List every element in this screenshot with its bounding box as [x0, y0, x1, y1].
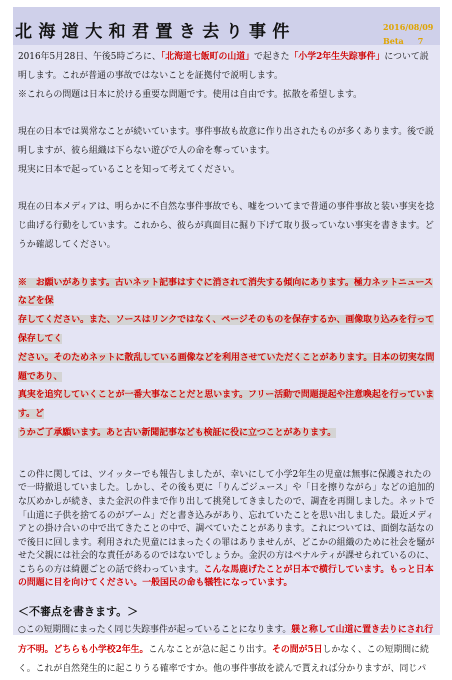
spacer	[18, 591, 436, 603]
suspicion-text: ○この短期間にまったく同じ失踪事件が起っていることになります。	[18, 625, 292, 636]
intro-text: について説明します。これが普通の事故ではないことを証拠付で説明します。	[18, 52, 429, 81]
document-title: 北海道大和君置き去り事件	[15, 22, 296, 42]
report-text: この件に関しては、ツイッターでも報告しましたが、幸いにして小学2年生の児童は無事に保護されたので一時撤退していました。しかし、その後も更に「りんごジュース」や「日を擦りながら」などの追加的な仄めかしが続き、また金沢の件まで作り出して挑発してきましたので、調査を再開しました。ネットで「山道に子供を捨てるのがブーム」だと書き込みがあり、忘れていたことを思い出しました。最近メディアとの掛け合いの中で出てきたことの中で、調べていたことがあります。これについては、面倒な話なので後日に回します。利用された児童にはまったくの罪はありませんが、どこかの組織のために社会を騒がせた父親には社会的な責任があるのではないでしょうか。金沢の方はペナルティが課せられているのに、こちらの方は綺麗ごとの話で終わっています。	[18, 469, 435, 575]
suspicion-emphasis-2: その間が5日	[271, 644, 323, 655]
intro-text: で起きた	[253, 52, 290, 62]
incident-case: 「小学2年生失踪事件」	[289, 52, 385, 62]
suspicion-text: しかなく、この短期間に続く。これが自然発生的に起こりうる確率ですか。他の事件事故を読んで貰えれば分かりますが、同じパ	[18, 644, 429, 675]
beta-label: Beta	[383, 36, 404, 46]
notice-line: 真実を追究していくことが一番大事なことだと思います。フリー活動で問題提起や注意喚起を行っています。ど	[18, 390, 435, 420]
report-emphasis: こんな馬鹿げたことが日本で横行しています。もっと日本の問題に目を向けてください。一般国民の命も犠牲になっています。	[18, 564, 434, 589]
notice-line: 存してください。また、ソースはリンクではなく、ページそのものを保存するか、画像取り込みを行って保存してく	[18, 315, 435, 344]
spacer	[18, 180, 436, 199]
document-date: 2016/08/09	[383, 22, 434, 32]
notice-line: うかご了承願います。あと古い新聞記事なども検証に役に立つことがあります。	[18, 427, 337, 438]
spacer	[18, 104, 436, 123]
notice-line: ださい。そのためネットに散乱している画像などを利用させていただくことがあります。日本の切実な問題であり、	[18, 352, 435, 382]
intro-paragraph-4: 現実に日本で起っていることを知って考えてください。	[18, 164, 240, 175]
intro-paragraph-5: 現在の日本メディアは、明らかに不自然な事件事故でも、嘘をついてまで普通の事件事故と装い事実を捻じ曲げる行動をしています。これから、彼らが真面目に掘り下げて取り扱っていない事実を書きます。どうか確認してください。	[18, 202, 435, 250]
spacer	[18, 443, 436, 469]
suspicion-paragraph	[18, 621, 436, 680]
spacer	[18, 255, 436, 274]
header-bar	[13, 7, 440, 45]
intro-paragraph-3: 現在の日本では異常なことが続いています。事件事故も故意に作り出されたものが多くあります。後で説明しますが、彼ら組織は下らない遊びで人の命を奪っています。	[18, 127, 434, 156]
intro-paragraph-2: ※これらの問題は日本に於ける重要な問題です。使用は自由です。拡散を希望します。	[18, 89, 362, 100]
document-page	[13, 7, 440, 675]
suspicion-text: こんなことが急に起こり出す。	[148, 644, 272, 655]
beta-version	[383, 36, 423, 46]
incident-place: 「北海道七飯町の山道」	[160, 52, 254, 62]
notice-line: ※ お願いがあります。古いネット記事はすぐに消されて消失する傾向にあります。極力ネットニュースなどを保	[18, 277, 433, 307]
notice-paragraph	[18, 274, 436, 443]
document-body	[18, 48, 436, 680]
section-heading: ＜不審点を書きます。＞	[18, 605, 139, 619]
intro-paragraph-1	[18, 48, 436, 86]
beta-number: 7	[417, 36, 424, 46]
report-paragraph	[18, 469, 436, 591]
suspicion-emphasis-1: 躾と称して山道に置き去りにされ行方不明。どちらも小学校2年生。	[18, 625, 434, 655]
intro-text: 2016年5月28日、午後5時ごろに、	[18, 52, 161, 62]
